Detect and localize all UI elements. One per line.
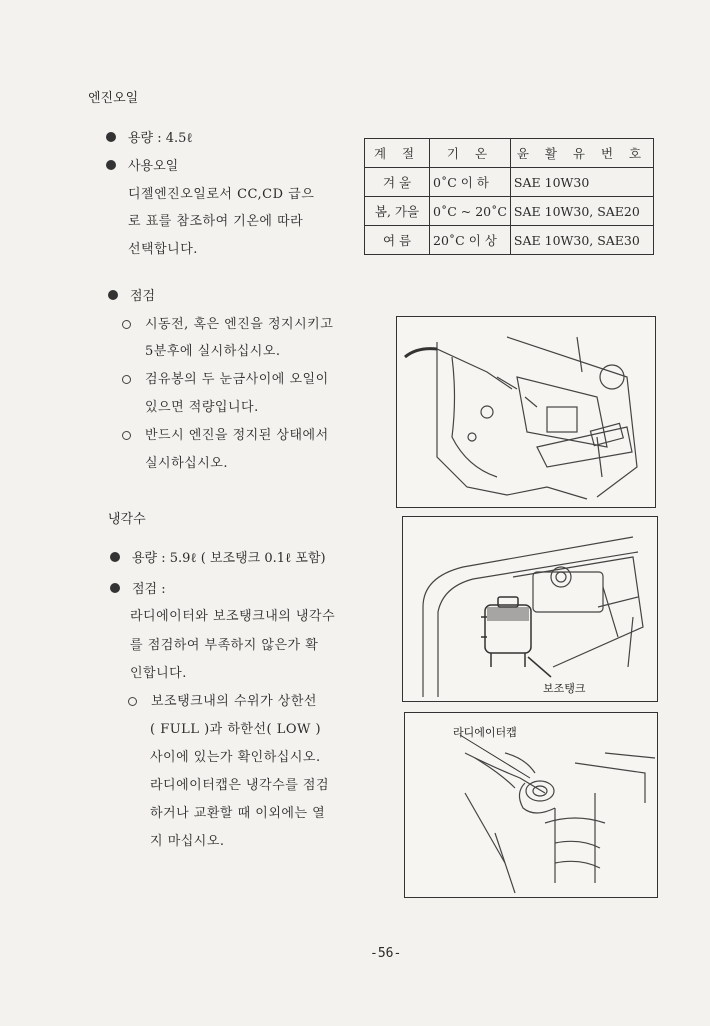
bullet-icon: [108, 290, 118, 300]
inspection-text: 있으면 적량입니다.: [145, 400, 259, 415]
page-number: -56-: [370, 946, 402, 961]
oil-inspection-title: 점검: [130, 289, 156, 304]
cell-grade: SAE 10W30: [510, 168, 653, 197]
coolant-sub-text: 보조탱크내의 수위가 상한선: [151, 694, 317, 709]
oil-grade-table: [364, 138, 654, 255]
coolant-sub-text: 하거나 교환할 때 이외에는 열: [150, 806, 326, 821]
coolant-sub-text: ( FULL )과 하한선( LOW ): [150, 722, 322, 737]
cell-season: 봄, 가을: [365, 197, 430, 226]
table-row: [365, 197, 654, 226]
oil-used-desc-line: 로 표를 참조하여 기온에 따라: [128, 214, 304, 229]
circle-bullet-icon: [122, 431, 131, 440]
coolant-desc-line: 라디에이터와 보조탱크내의 냉각수: [130, 609, 336, 624]
coolant-sub-text: 지 마십시오.: [150, 834, 225, 849]
cell-grade: SAE 10W30, SAE30: [510, 226, 653, 255]
engine-dipstick-illustration: [397, 317, 655, 507]
coolant-desc-line: 인합니다.: [130, 666, 187, 681]
inspection-item: [122, 313, 333, 332]
engine-oil-heading: 엔진오일: [88, 91, 139, 106]
inspection-item: [122, 424, 329, 443]
header-season: 계 절: [365, 139, 430, 168]
coolant-capacity-row: [110, 547, 326, 566]
coolant-heading: 냉각수: [108, 512, 146, 527]
coolant-inspection-row: [110, 578, 166, 597]
cell-temp: 0˚C ~ 20˚C: [430, 197, 511, 226]
coolant-sub-item: [128, 690, 317, 709]
cell-season: 겨 울: [365, 168, 430, 197]
inspection-item: [122, 368, 329, 387]
radiator-cap-illustration: [405, 713, 657, 897]
cell-grade: SAE 10W30, SAE20: [510, 197, 653, 226]
inspection-text: 시동전, 혹은 엔진을 정지시키고: [145, 317, 334, 332]
circle-bullet-icon: [122, 375, 131, 384]
coolant-sub-text: 사이에 있는가 확인하십시오.: [150, 750, 321, 765]
cell-temp: 20˚C 이 상: [430, 226, 511, 255]
radiator-cap-figure: [404, 712, 658, 898]
dipstick-figure: [396, 316, 656, 508]
table-header-row: [365, 139, 654, 168]
radiator-cap-label: 라디에이터캡: [453, 726, 517, 739]
bullet-icon: [106, 132, 116, 142]
circle-bullet-icon: [128, 697, 137, 706]
coolant-sub-text: 라디에이터캡은 냉각수를 점검: [150, 778, 330, 793]
header-grade: 윤 활 유 번 호: [510, 139, 653, 168]
oil-capacity: 용량 : 4.5ℓ: [128, 131, 193, 146]
bullet-icon: [110, 583, 120, 593]
oil-used-row: [106, 155, 178, 174]
reserve-tank-figure: [402, 516, 658, 702]
inspection-text: 검유봉의 두 눈금사이에 오일이: [145, 372, 329, 387]
inspection-text: 실시하십시오.: [145, 456, 228, 471]
inspection-text: 반드시 엔진을 정지된 상태에서: [145, 428, 329, 443]
coolant-inspection-title: 점검 :: [132, 582, 166, 597]
table-row: [365, 226, 654, 255]
header-temp: 기 온: [430, 139, 511, 168]
oil-used-desc-line: 선택합니다.: [128, 242, 198, 257]
bullet-icon: [110, 552, 120, 562]
cell-season: 여 름: [365, 226, 430, 255]
circle-bullet-icon: [122, 320, 131, 329]
coolant-capacity: 용량 : 5.9ℓ ( 보조탱크 0.1ℓ 포함): [132, 551, 326, 566]
oil-capacity-row: [106, 127, 193, 146]
table-row: [365, 168, 654, 197]
reserve-tank-illustration: [403, 517, 657, 701]
oil-inspection-row: [108, 285, 155, 304]
inspection-text: 5분후에 실시하십시오.: [145, 344, 281, 359]
oil-used-title: 사용오일: [128, 159, 179, 174]
bullet-icon: [106, 160, 116, 170]
cell-temp: 0˚C 이 하: [430, 168, 511, 197]
reserve-tank-label: 보조탱크: [543, 682, 586, 695]
oil-used-desc-line: 디젤엔진오일로서 CC,CD 급으: [128, 187, 315, 202]
coolant-desc-line: 를 점검하여 부족하지 않은가 확: [130, 638, 319, 653]
